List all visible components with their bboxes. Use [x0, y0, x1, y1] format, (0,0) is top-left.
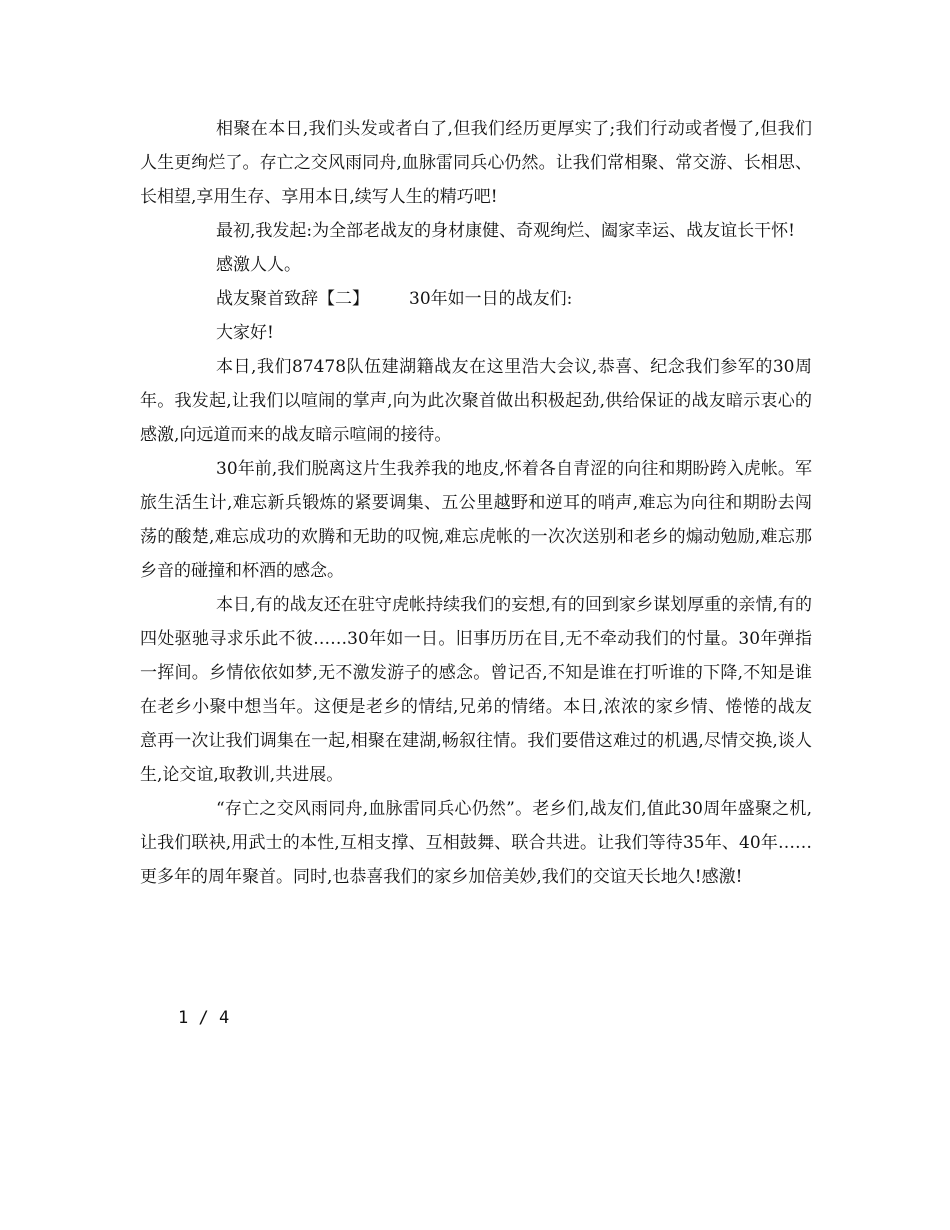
paragraph-toast: 最初,我发起:为全部老战友的身材康健、奇观绚烂、阖家幸运、战友谊长干怀!	[216, 221, 795, 241]
paragraph-today: 本日,有的战友还在驻守虎帐持续我们的妄想,有的回到家乡谋划厚重的亲情,有的四处驱驰寻求乐此不彼……30年如一日。旧事历历在目,无不牵动我们的忖量。30年弹指一挥间。乡情依依如梦,无不激发游子的感念。曾记否,不知是谁在打听谁的下降,不知是谁在老乡小聚中想当年。这便是老乡的情结,兄弟的情绪。本日,浓浓的家乡情、惓惓的战友意再一次让我们调集在一起,相聚在建湖,畅叙往情。我们要借这难过的机遇,尽情交换,谈人生,论交谊,取教训,共进展。	[140, 595, 812, 785]
paragraph-opening: 本日,我们87478队伍建湖籍战友在这里浩大会议,恭喜、纪念我们参军的30周年。我发起,让我们以喧闹的掌声,向为此次聚首做出积极起劲,供给保证的战友暗示衷心的感激,向远道而来的战友暗示喧闹的接待。	[140, 357, 812, 445]
page-number: 1 / 4	[178, 1008, 230, 1028]
speech-salutation: 30年如一日的战友们:	[409, 289, 573, 309]
paragraph-closing-reunion: 相聚在本日,我们头发或者白了,但我们经历更厚实了;我们行动或者慢了,但我们人生更绚烂了。存亡之交风雨同舟,血脉雷同兵心仍然。让我们常相聚、常交游、长相思、长相望,享用生存、享用本日,续写人生的精巧吧!	[140, 119, 812, 207]
paragraph-memories: 30年前,我们脱离这片生我养我的地皮,怀着各自青涩的向往和期盼跨入虎帐。军旅生活生计,难忘新兵锻炼的紧要调集、五公里越野和逆耳的哨声,难忘为向往和期盼去闯荡的酸楚,难忘成功的欢腾和无助的叹惋,难忘虎帐的一次次送别和老乡的煽动勉励,难忘那乡音的碰撞和杯酒的感念。	[140, 459, 812, 581]
document-body	[140, 112, 812, 894]
speech-title: 战友聚首致辞【二】	[216, 289, 369, 309]
speech-heading	[140, 282, 812, 316]
paragraph-thanks: 感激人人。	[216, 255, 301, 275]
paragraph-greeting: 大家好!	[216, 323, 274, 343]
paragraph-conclusion: “存亡之交风雨同舟,血脉雷同兵心仍然”。老乡们,战友们,值此30周年盛聚之机,让我们联袂,用武士的本性,互相支撑、互相鼓舞、联合共进。让我们等待35年、40年……更多年的周年聚首。同时,也恭喜我们的家乡加倍美妙,我们的交谊天长地久!感激!	[140, 799, 812, 887]
